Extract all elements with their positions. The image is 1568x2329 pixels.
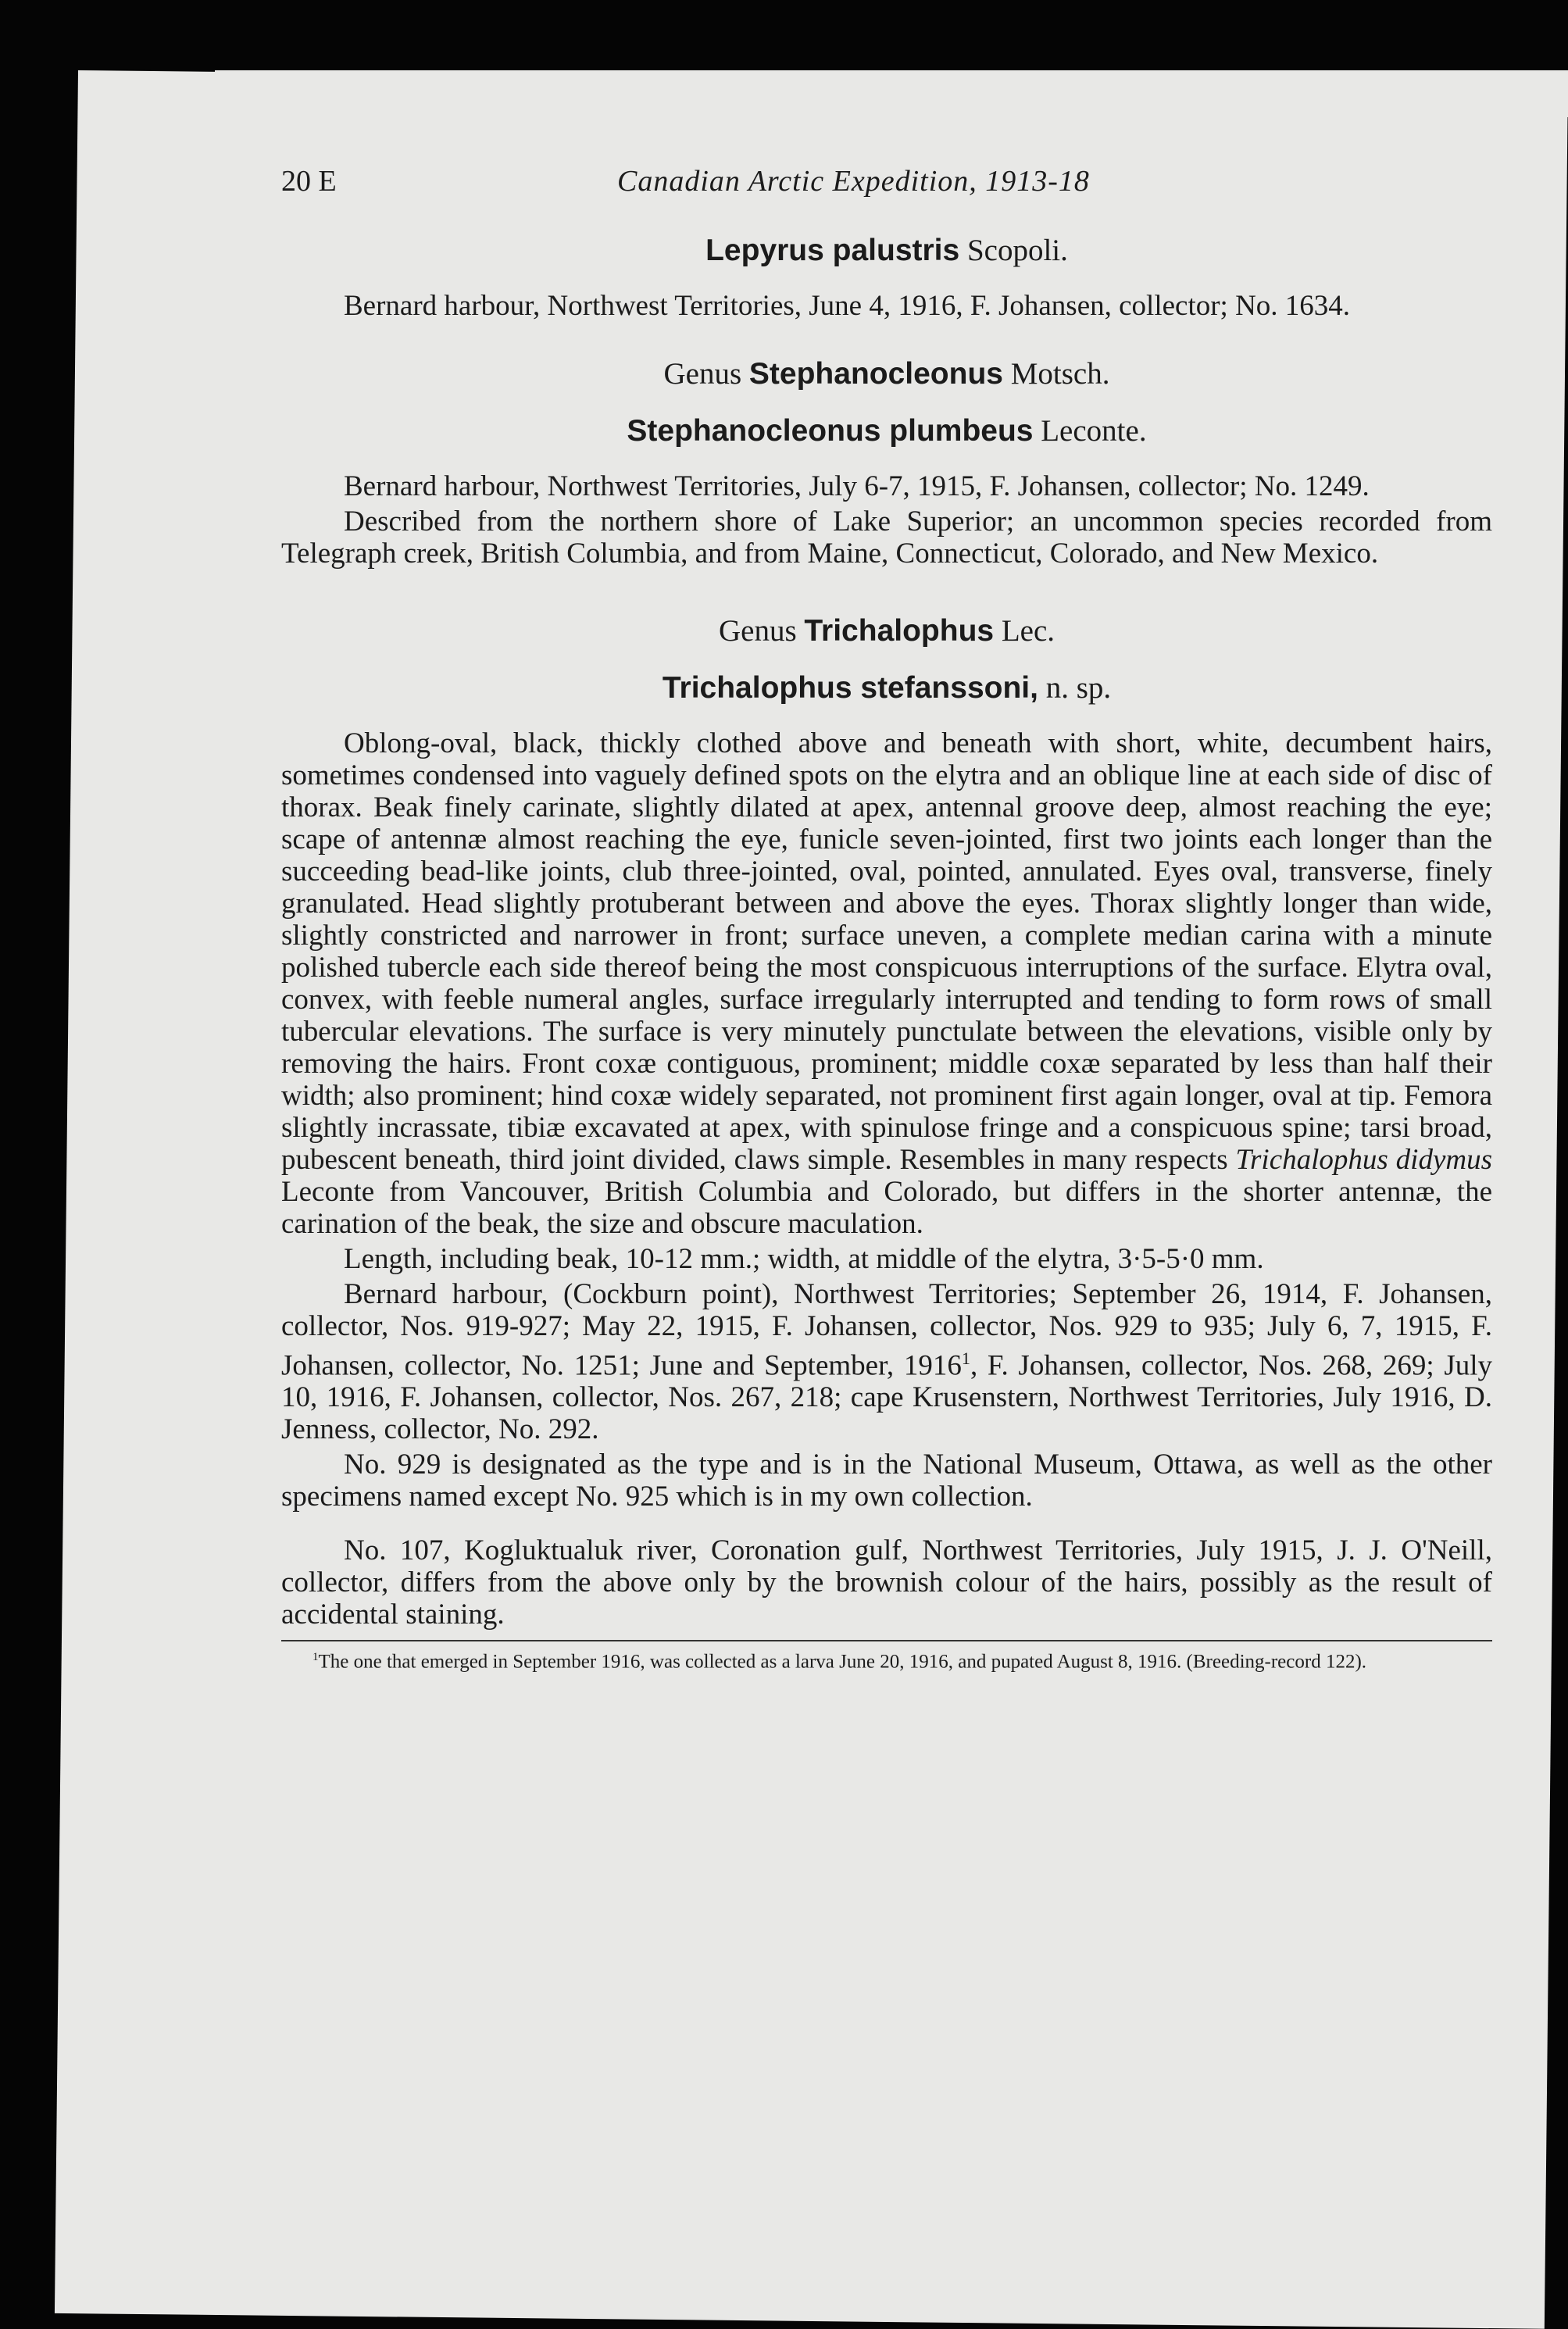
species-heading-lepyrus [281,233,1492,268]
footnote [281,1640,1492,1673]
records-text: Bernard harbour, (Cockburn point), Northwest Territories; September 26, 1914, F. Johansen, collector, Nos. 919-927; May 22, 1915, F. Johansen, collector, Nos. 929 to 935; July 6, 7, 1915, F. Johansen, collector, No. 1251; June and September, 1916 [281,1278,1492,1382]
genus-name: Stephanocleonus [748,357,1003,391]
species-author: Leconte. [1041,414,1147,448]
description-text: Oblong-oval, black, thickly clothed above and beneath with short, white, decumbent hairs, sometimes condensed into vaguely defined spots on the elytra and an oblique line at each side of disc of thorax. Beak finely carinate, slightly dilated at apex, antennal groove deep, almost reaching the eye; scape of antennæ almost reaching the eye, funicle seven-jointed, first two joints each longer than the succeeding bead-like joints, club three-jointed, oval, pointed, annulated. Eyes oval, transverse, finely granulated. Head slightly protuberant between and above the eyes. Thorax slightly longer than wide, slightly constricted and narrower in front; surface uneven, a complete median carina with a minute polished tubercle each side thereof being the most conspicuous interruptions of the surface. Elytra oval, convex, with feeble numeral angles, surface irregularly interrupted and tending to form rows of small tubercular elevations. The surface is very minutely punctulate between the elevations, visible only by removing the hairs. Front coxæ contiguous, prominent; middle coxæ separated by less than half their width; also prominent; hind coxæ widely separated, not prominent first again longer, oval at tip. Femora slightly incrassate, tibiæ excavated at apex, with spinulose fringe and a conspicuous spine; tarsi broad, pubescent beneath, third joint divided, claws simple. Resembles in many respects [281,727,1492,1176]
species-author: Scopoli. [966,234,1068,267]
species-author: n. sp. [1045,671,1112,705]
species-heading-trichalophus [281,670,1492,705]
genus-label: Genus [718,614,797,648]
running-head [281,164,1492,211]
records-paragraph [281,1278,1492,1445]
page-edge-tab [215,70,1568,117]
record-paragraph: Bernard harbour, Northwest Territories, June 4, 1916, F. Johansen, collector; No. 1634. [344,290,1351,322]
species-name: Lepyrus palustris [705,234,960,267]
genus-label: Genus [663,357,742,391]
distribution-paragraph: Described from the northern shore of Lake Superior; an uncommon species recorded from Telegraph creek, British Columbia, and from Maine, Connecticut, Colorado, and New Mexico. [281,505,1492,570]
genus-name: Trichalophus [804,614,995,648]
genus-author: Lec. [1001,614,1055,648]
page-content [281,164,1492,1674]
description-paragraph [281,727,1492,1240]
record-paragraph: Bernard harbour, Northwest Territories, July 6-7, 1915, F. Johansen, collector; No. 1249. [344,470,1370,502]
variant-paragraph: No. 107, Kogluktualuk river, Coronation gulf, Northwest Territories, July 1915, J. J. O'Neill, collector, differs from the above only by the brownish colour of the hairs, possibly as the result of accidental staining. [281,1534,1492,1631]
footnote-mark: 1 [313,1651,319,1664]
page-number: 20 E [281,165,337,198]
species-heading-stephanocleonus [281,413,1492,448]
records-text-end: , F. Johansen, collector, Nos. 268, 269; July 10, 1916, F. Johansen, collector, Nos. 267, 218; cape Krusenstern, Northwest Territories, July 1916, D. Jenness, collector, No. 292. [281,1349,1493,1446]
genus-author: Motsch. [1010,357,1110,391]
description-text-end: Leconte from Vancouver, British Columbia and Colorado, but differs in the shorter antennæ, the carination of the beak, the size and obscure maculation. [281,1176,1492,1240]
genus-heading-trichalophus [281,613,1492,648]
footnote-ref: 1 [961,1348,970,1368]
running-title: Canadian Arctic Expedition, 1913-18 [617,165,1090,198]
species-name: Trichalophus stefanssoni, [662,671,1038,705]
footnote-text: The one that emerged in September 1916, was collected as a larva June 20, 1916, and pupated August 8, 1916. (Breeding-record 122). [318,1651,1367,1673]
length-paragraph: Length, including beak, 10-12 mm.; width, at middle of the elytra, 3·5-5·0 mm. [344,1243,1264,1275]
genus-heading-stephanocleonus [281,356,1492,391]
species-reference: Trichalophus didymus [1235,1144,1493,1176]
species-name: Stephanocleonus plumbeus [627,414,1034,448]
type-paragraph: No. 929 is designated as the type and is in the National Museum, Ottawa, as well as the other specimens named except No. 925 which is in my own collection. [281,1448,1492,1513]
